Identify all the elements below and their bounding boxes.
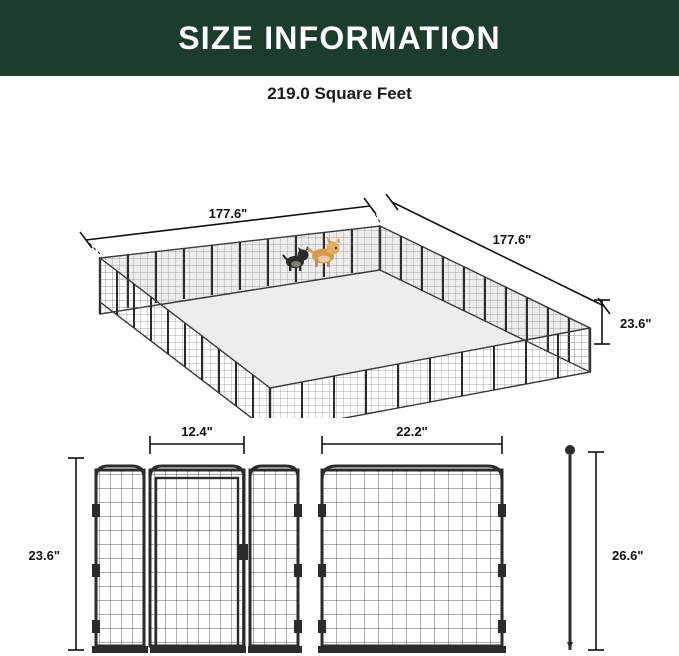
dimension-enclosure-height <box>594 300 610 344</box>
dimension-panel-height-label: 23.6" <box>28 548 60 563</box>
dimension-panel-height <box>68 458 84 650</box>
single-panel-group <box>318 466 506 653</box>
dimension-gate-width-label: 12.4" <box>181 424 213 439</box>
dimension-stake-height <box>588 452 604 650</box>
dimension-width-left-label: 177.6" <box>208 206 248 221</box>
page-title: SIZE INFORMATION <box>178 19 501 56</box>
ground-stake <box>565 445 575 650</box>
dimension-width-right-label: 177.6" <box>492 232 532 247</box>
gate-panel-group <box>92 466 302 653</box>
area-label: 219.0 Square Feet <box>267 84 412 103</box>
panel-dimension-diagram <box>0 418 679 656</box>
dimension-enclosure-height-label: 23.6" <box>620 316 652 331</box>
header-band <box>0 0 679 76</box>
enclosure-diagram <box>0 118 679 418</box>
dimension-stake-height-label: 26.6" <box>612 548 644 563</box>
dimension-panel-width-label: 22.2" <box>396 424 428 439</box>
